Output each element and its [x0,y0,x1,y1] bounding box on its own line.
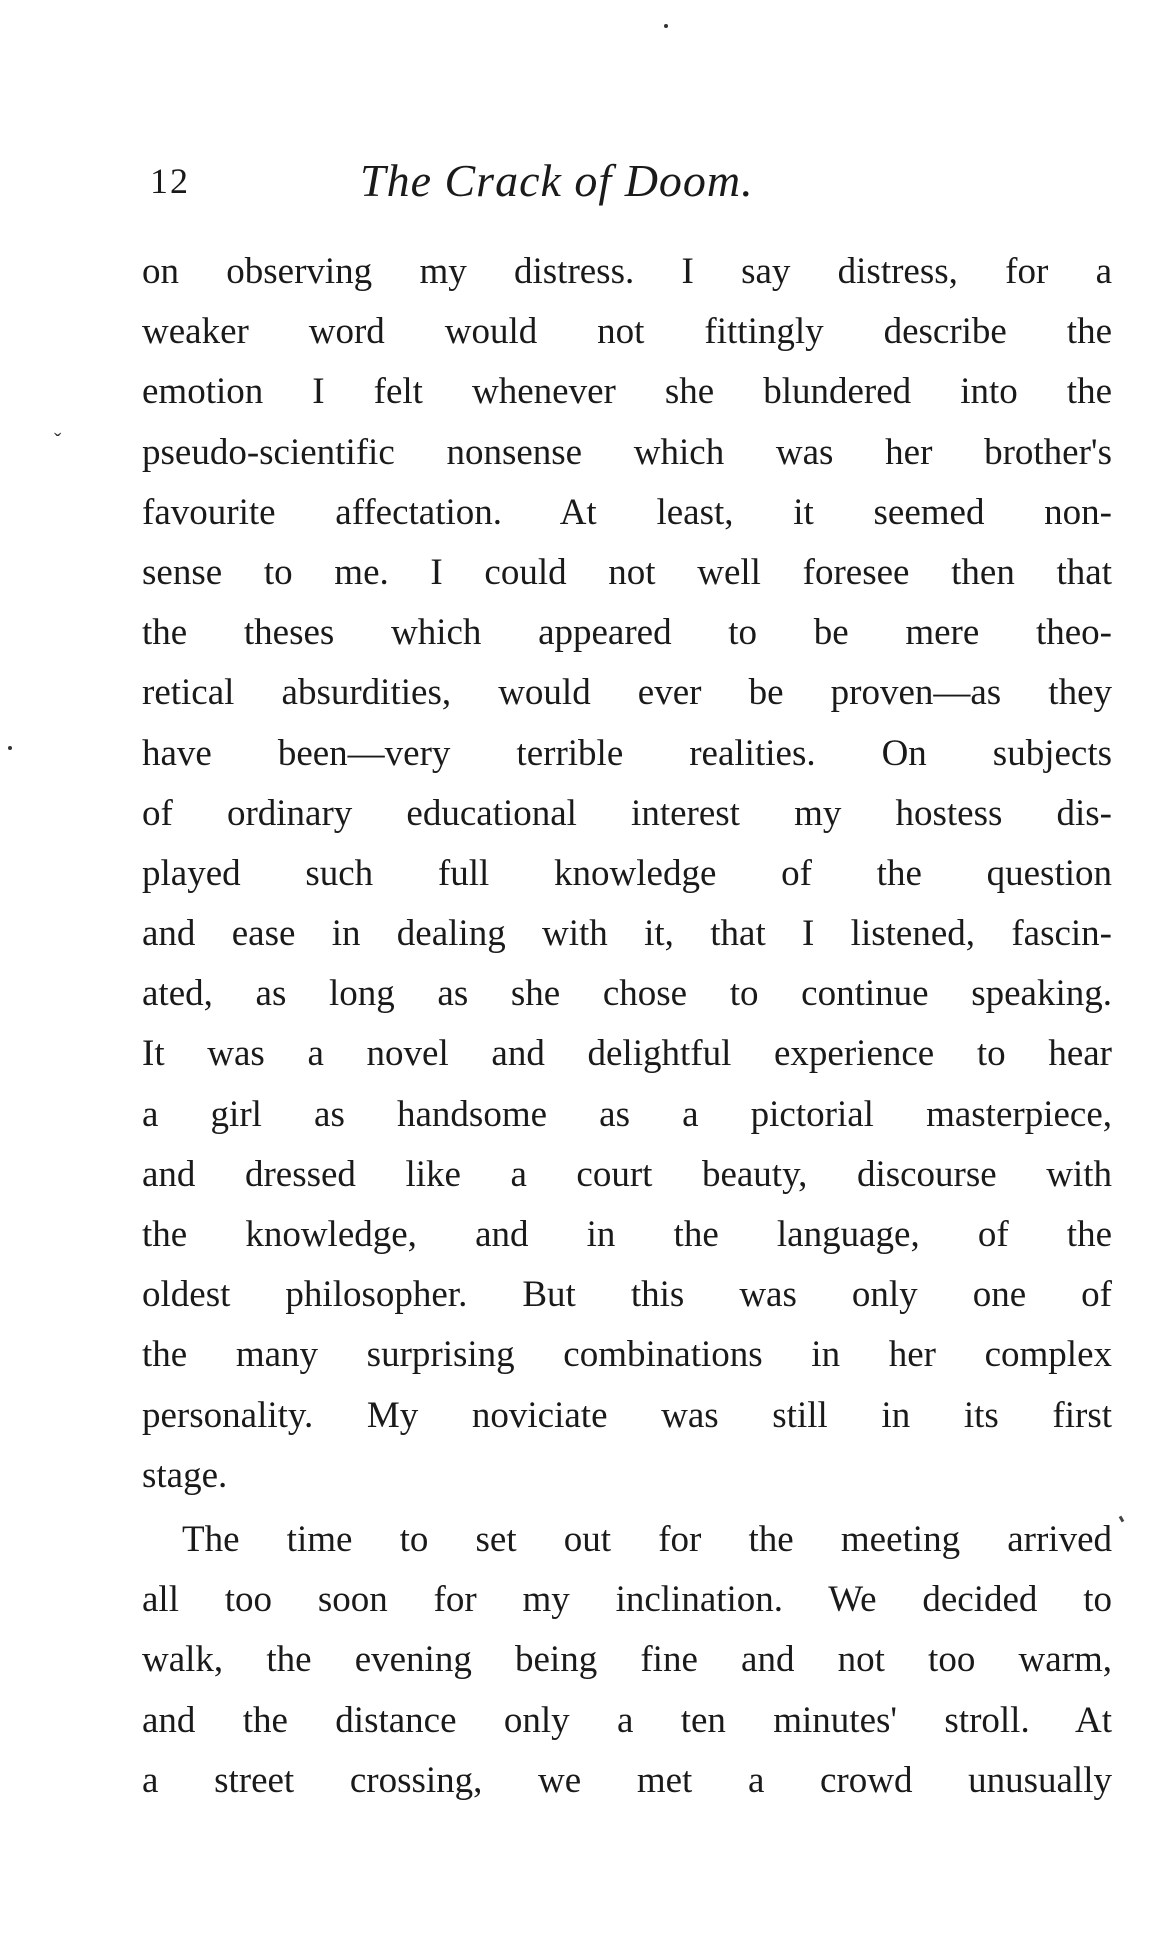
text-line: oldest philosopher. But this was only one of [142,1274,1112,1316]
text-line: played such full knowledge of the question [142,852,1112,894]
text-line: retical absurdities, would ever be proven—as they [142,672,1112,714]
page-number: 12 [150,161,190,201]
text-line: personality. My noviciate was still in its first [142,1394,1112,1436]
speck-mark [1119,1516,1125,1523]
text-line: the knowledge, and in the language, of the [142,1214,1112,1255]
text-line: on observing my distress. I say distress, for a [142,251,1112,292]
text-line: weaker word would not fittingly describe the [142,311,1112,353]
text-line: have been—very terrible realities. On subjects [142,732,1112,774]
paragraph [142,242,1112,1506]
speck-mark [664,24,668,28]
paragraph [142,1510,1112,1811]
text-line: a street crossing, we met a crowd unusually [142,1759,1112,1801]
text-line: stage. [142,1454,228,1496]
text-line: and dressed like a court beauty, discourse with [142,1153,1112,1195]
text-line: and the distance only a ten minutes' stroll. At [142,1699,1112,1741]
running-title: The Crack of Doom. [360,155,754,206]
text-line: pseudo-scientific nonsense which was her brother's [142,431,1112,473]
text-line: the many surprising combinations in her complex [142,1334,1112,1376]
text-line: It was a novel and delightful experience to hear [142,1033,1112,1075]
text-line: all too soon for my inclination. We decided to [142,1579,1112,1621]
text-line: walk, the evening being fine and not too warm, [142,1639,1112,1681]
speck-mark [8,746,12,750]
text-line: ated, as long as she chose to continue speaking. [142,973,1112,1015]
text-line: of ordinary educational interest my hostess dis- [142,792,1112,834]
text-line: emotion I felt whenever she blundered into the [142,371,1112,413]
running-header [150,155,1110,218]
body-text [142,242,1112,1811]
text-line: The time to set out for the meeting arrived [182,1518,1112,1560]
text-line: and ease in dealing with it, that I listened, fascin- [142,913,1112,955]
margin-annotation-mark: ˇ [54,428,62,453]
text-line: sense to me. I could not well foresee then that [142,551,1112,593]
text-line: a girl as handsome as a pictorial masterpiece, [142,1093,1112,1135]
text-line: the theses which appeared to be mere theo- [142,612,1112,654]
text-line: favourite affectation. At least, it seemed non- [142,491,1112,533]
